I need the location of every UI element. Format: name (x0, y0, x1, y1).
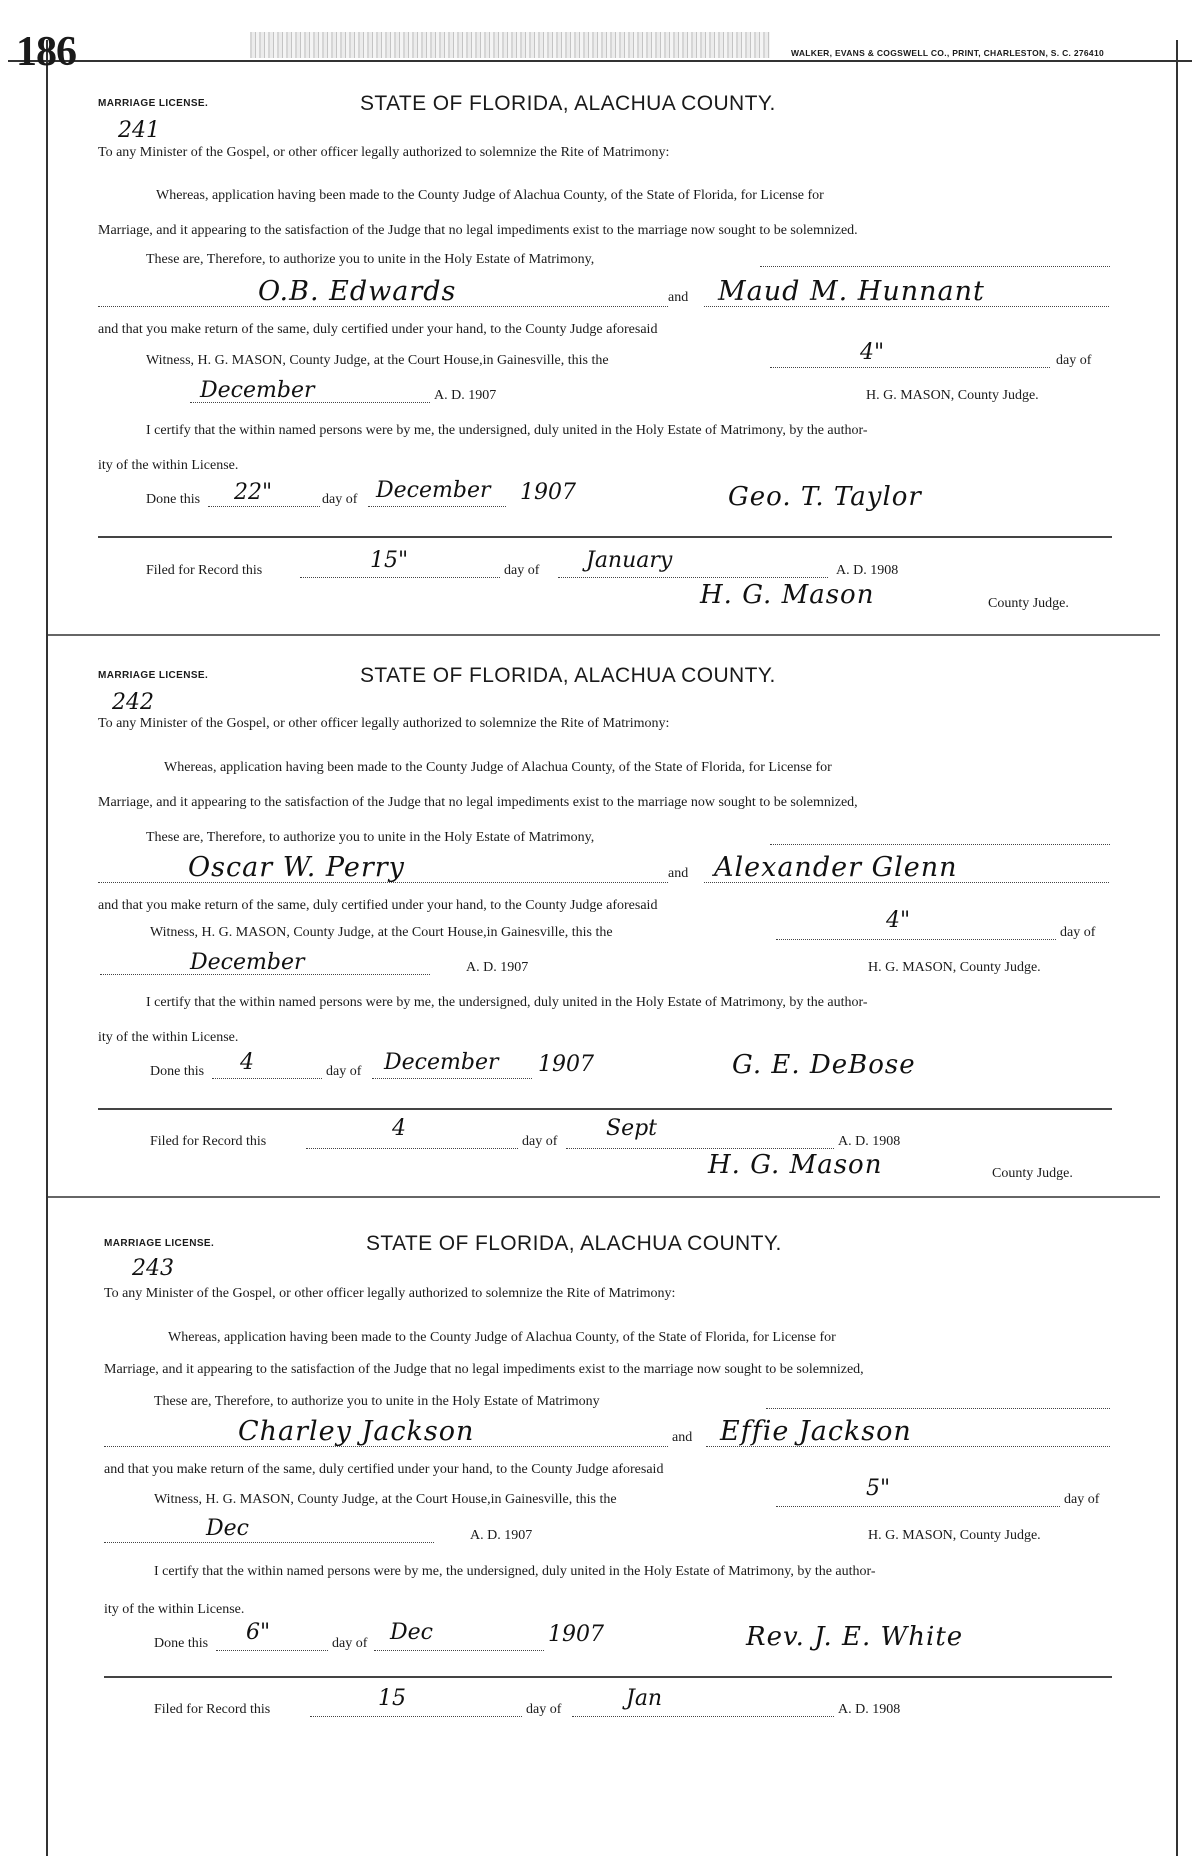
day-of-label: day of (1064, 1492, 1100, 1507)
state-title: STATE OF FLORIDA, ALACHUA COUNTY. (360, 92, 776, 115)
witness-month: December (190, 950, 305, 975)
these-are-line: These are, Therefore, to authorize you to unite in the Holy Estate of Matrimony, (146, 830, 595, 845)
day-of-label: day of (1060, 925, 1096, 940)
dotted-fill (104, 1446, 668, 1447)
done-month: Dec (390, 1620, 433, 1645)
dotted-fill (572, 1716, 834, 1717)
address-line: To any Minister of the Gospel, or other officer legally authorized to solemnize the Rite of Matrimony: (104, 1286, 676, 1301)
return-line: and that you make return of the same, duly certified under your hand, to the County Judge aforesaid (104, 1462, 664, 1477)
dotted-fill (760, 266, 1110, 267)
these-are-line: These are, Therefore, to authorize you to unite in the Holy Estate of Matrimony, (146, 252, 595, 267)
marriage-line: Marriage, and it appearing to the satisfaction of the Judge that no legal impediments exist to the marriage now sought to be solemnized. (98, 223, 858, 238)
witness-month: December (200, 378, 315, 403)
judge-title: H. G. MASON, County Judge. (868, 1528, 1041, 1543)
dotted-fill (98, 882, 668, 883)
witness-line: Witness, H. G. MASON, County Judge, at the Court House,in Gainesville, this the (154, 1492, 617, 1507)
filed-ad: A. D. 1908 (838, 1702, 901, 1717)
filed-day: 4 (392, 1116, 406, 1141)
whereas-line: Whereas, application having been made to the County Judge of Alachua County, of the State of Florida, for License for (156, 188, 824, 203)
certify-line: I certify that the within named persons were by me, the undersigned, duly united in the Holy Estate of Matrimony, by the author- (154, 1564, 876, 1579)
dotted-fill (212, 1078, 322, 1079)
state-title: STATE OF FLORIDA, ALACHUA COUNTY. (360, 664, 776, 687)
dotted-fill (368, 506, 506, 507)
license-number: 243 (132, 1256, 174, 1281)
and-label: and (672, 1430, 693, 1445)
dotted-fill (770, 844, 1110, 845)
ad-year: A. D. 1907 (466, 960, 529, 975)
filed-ad: A. D. 1908 (836, 563, 899, 578)
filed-ad: A. D. 1908 (838, 1134, 901, 1149)
license-label: MARRIAGE LICENSE. (98, 670, 209, 681)
certify-cont: ity of the within License. (104, 1602, 245, 1617)
done-year: 1907 (538, 1052, 594, 1077)
bride-name: Alexander Glenn (714, 852, 958, 883)
and-label: and (668, 866, 689, 881)
divider (98, 1108, 1112, 1110)
witness-line: Witness, H. G. MASON, County Judge, at the Court House,in Gainesville, this the (150, 925, 613, 940)
marriage-line: Marriage, and it appearing to the satisfaction of the Judge that no legal impediments exist to the marriage now sought to be solemnized, (98, 795, 858, 810)
done-day-of-label: day of (322, 492, 358, 507)
done-this-label: Done this (154, 1636, 209, 1651)
dotted-fill (704, 882, 1109, 883)
filed-month: Sept (606, 1116, 658, 1141)
done-day: 4 (240, 1050, 254, 1075)
filed-month: January (586, 548, 673, 573)
officiant-signature: Rev. J. E. White (746, 1622, 964, 1652)
dotted-fill (776, 1506, 1060, 1507)
license-label: MARRIAGE LICENSE. (104, 1238, 215, 1249)
witness-month: Dec (206, 1516, 249, 1541)
state-title: STATE OF FLORIDA, ALACHUA COUNTY. (366, 1232, 782, 1255)
filed-signature: H. G. Mason (700, 580, 875, 610)
filed-signature: H. G. Mason (708, 1150, 883, 1180)
bride-name: Effie Jackson (720, 1416, 912, 1447)
done-month: December (384, 1050, 499, 1075)
filed-day: 15 (378, 1686, 406, 1711)
filed-label: Filed for Record this (150, 1134, 267, 1149)
done-this-label: Done this (150, 1064, 205, 1079)
dotted-fill (98, 306, 668, 307)
top-border (8, 60, 1192, 62)
return-line: and that you make return of the same, duly certified under your hand, to the County Judge aforesaid (98, 898, 658, 913)
dotted-fill (100, 974, 430, 975)
county-judge-label: County Judge. (988, 596, 1069, 611)
groom-name: O.B. Edwards (258, 276, 457, 307)
done-this-label: Done this (146, 492, 201, 507)
groom-name: Oscar W. Perry (188, 852, 405, 883)
day-of-label: day of (1056, 353, 1092, 368)
certify-cont: ity of the within License. (98, 458, 239, 473)
filed-day-of-label: day of (526, 1702, 562, 1717)
dotted-fill (372, 1078, 532, 1079)
dotted-fill (704, 306, 1109, 307)
dotted-fill (104, 1542, 434, 1543)
witness-line: Witness, H. G. MASON, County Judge, at the Court House,in Gainesville, this the (146, 353, 609, 368)
dotted-fill (208, 506, 320, 507)
dotted-fill (566, 1148, 834, 1149)
printer-bar (250, 32, 770, 58)
address-line: To any Minister of the Gospel, or other officer legally authorized to solemnize the Rite of Matrimony: (98, 716, 670, 731)
ad-year: A. D. 1907 (434, 388, 497, 403)
address-line: To any Minister of the Gospel, or other officer legally authorized to solemnize the Rite of Matrimony: (98, 145, 670, 160)
filed-day: 15" (370, 548, 409, 573)
dotted-fill (310, 1716, 522, 1717)
bride-name: Maud M. Hunnant (718, 276, 985, 307)
done-day: 22" (234, 480, 273, 505)
these-are-line: These are, Therefore, to authorize you to unite in the Holy Estate of Matrimony (154, 1394, 600, 1409)
done-day-of-label: day of (332, 1636, 368, 1651)
groom-name: Charley Jackson (238, 1416, 475, 1447)
judge-title: H. G. MASON, County Judge. (866, 388, 1039, 403)
whereas-line: Whereas, application having been made to the County Judge of Alachua County, of the State of Florida, for License for (164, 760, 832, 775)
filed-label: Filed for Record this (154, 1702, 271, 1717)
dotted-fill (558, 577, 828, 578)
page-number: 186 (16, 29, 76, 75)
dotted-fill (766, 1408, 1110, 1409)
dotted-fill (770, 367, 1050, 368)
license-separator (48, 1196, 1160, 1198)
witness-day: 4" (860, 340, 885, 365)
dotted-fill (306, 1148, 518, 1149)
dotted-fill (374, 1650, 544, 1651)
filed-day-of-label: day of (522, 1134, 558, 1149)
marriage-line: Marriage, and it appearing to the satisfaction of the Judge that no legal impediments exist to the marriage now sought to be solemnized, (104, 1362, 864, 1377)
officiant-signature: Geo. T. Taylor (728, 482, 922, 512)
ad-year: A. D. 1907 (470, 1528, 533, 1543)
done-year: 1907 (548, 1622, 604, 1647)
filed-label: Filed for Record this (146, 563, 263, 578)
filed-month: Jan (626, 1686, 663, 1711)
whereas-line: Whereas, application having been made to the County Judge of Alachua County, of the State of Florida, for License for (168, 1330, 836, 1345)
divider (104, 1676, 1112, 1678)
license-number: 241 (118, 118, 160, 143)
done-year: 1907 (520, 480, 576, 505)
done-month: December (376, 478, 491, 503)
license-label: MARRIAGE LICENSE. (98, 98, 209, 109)
right-border (1176, 40, 1178, 1856)
return-line: and that you make return of the same, duly certified under your hand, to the County Judge aforesaid (98, 322, 658, 337)
dotted-fill (776, 939, 1056, 940)
certify-line: I certify that the within named persons were by me, the undersigned, duly united in the Holy Estate of Matrimony, by the author- (146, 995, 868, 1010)
officiant-signature: G. E. DeBose (732, 1050, 916, 1080)
witness-day: 5" (866, 1476, 891, 1501)
filed-day-of-label: day of (504, 563, 540, 578)
judge-title: H. G. MASON, County Judge. (868, 960, 1041, 975)
dotted-fill (190, 402, 430, 403)
license-separator (48, 634, 1160, 636)
done-day: 6" (246, 1620, 271, 1645)
witness-day: 4" (886, 908, 911, 933)
divider (98, 536, 1112, 538)
license-number: 242 (112, 690, 154, 715)
certify-cont: ity of the within License. (98, 1030, 239, 1045)
left-border (46, 40, 48, 1856)
dotted-fill (216, 1650, 328, 1651)
done-day-of-label: day of (326, 1064, 362, 1079)
dotted-fill (300, 577, 500, 578)
dotted-fill (706, 1446, 1110, 1447)
county-judge-label: County Judge. (992, 1166, 1073, 1181)
certify-line: I certify that the within named persons were by me, the undersigned, duly united in the Holy Estate of Matrimony, by the author- (146, 423, 868, 438)
and-label: and (668, 290, 689, 305)
printer-imprint: WALKER, EVANS & COGSWELL CO., PRINT, CHARLESTON, S. C. 276410 (790, 48, 1104, 58)
